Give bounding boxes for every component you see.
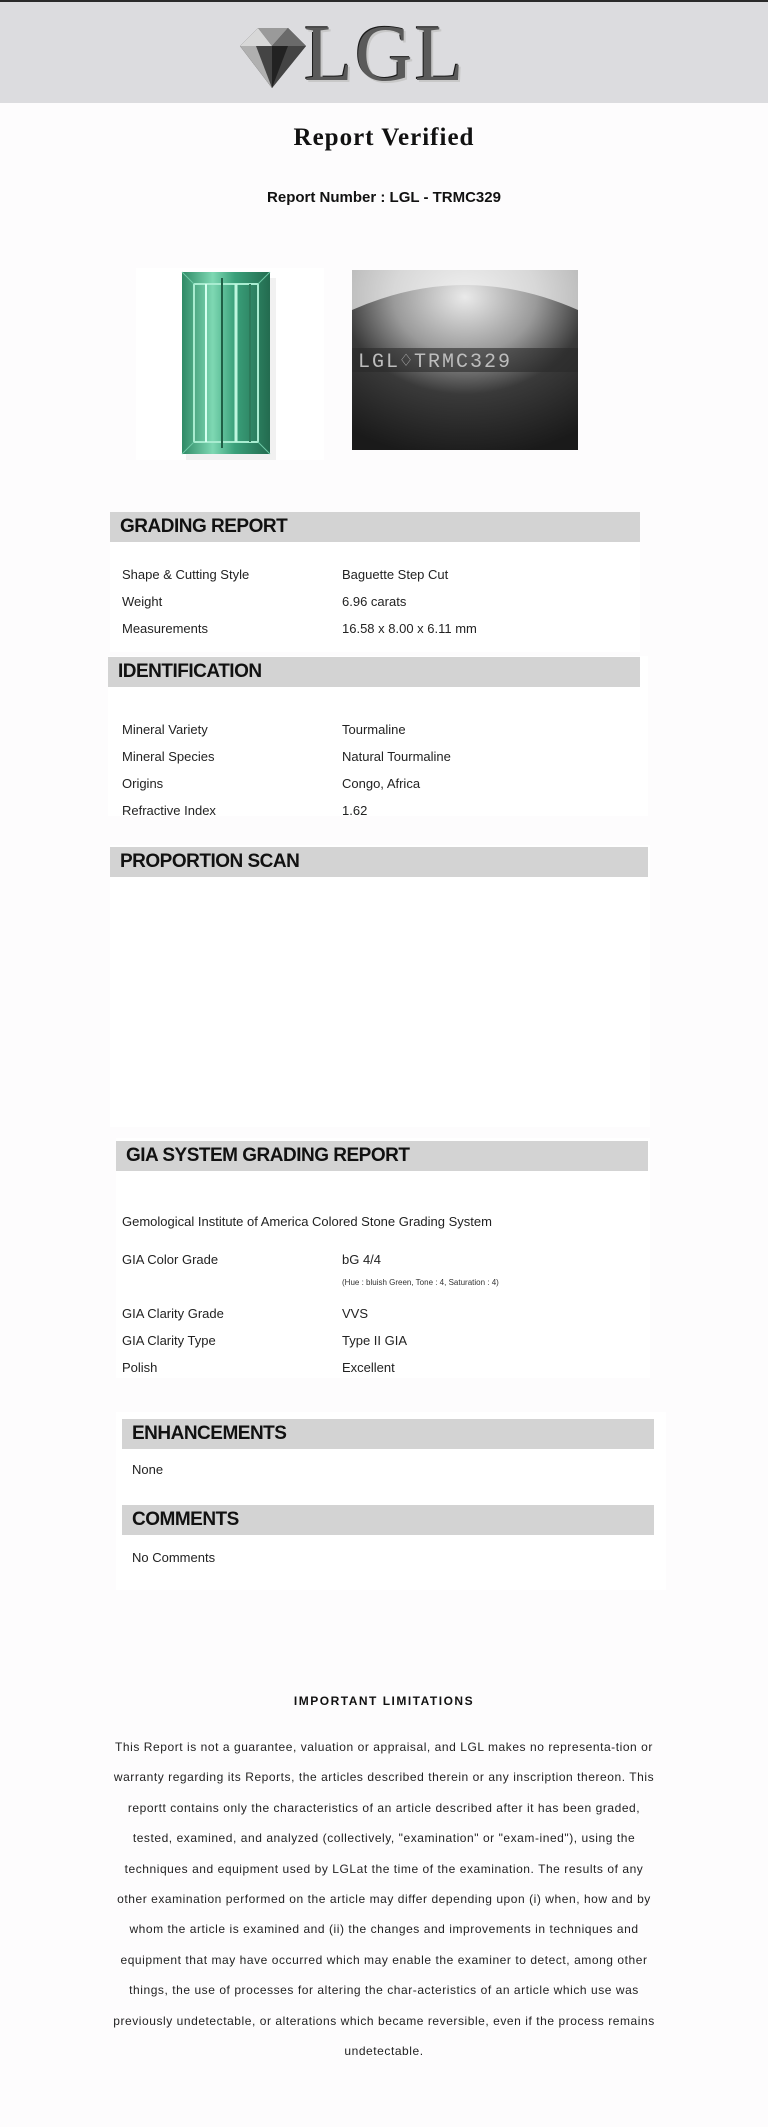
comments-value: No Comments: [132, 1550, 216, 1565]
mineral-species-label: Mineral Species: [122, 749, 215, 764]
gia-color-value: bG 4/4: [342, 1252, 382, 1267]
shape-label: Shape & Cutting Style: [122, 567, 250, 582]
refractive-index-label: Refractive Index: [122, 803, 216, 818]
mineral-species-value: Natural Tourmaline: [342, 749, 451, 764]
page-title: Report Verified: [293, 124, 475, 151]
refractive-index-value: 1.62: [342, 803, 368, 818]
shape-value: Baguette Step Cut: [342, 567, 449, 582]
gia-clarity-type-value: Type II GIA: [342, 1333, 408, 1348]
header-banner: [0, 2, 768, 103]
proportion-scan-header: [110, 847, 648, 877]
comments-title: COMMENTS: [132, 1509, 239, 1530]
comments-header: [122, 1505, 654, 1535]
gia-clarity-label: GIA Clarity Grade: [122, 1306, 224, 1321]
weight-value: 6.96 carats: [342, 594, 407, 609]
gia-report-header: [116, 1141, 648, 1171]
gia-color-label: GIA Color Grade: [122, 1252, 219, 1267]
origins-label: Origins: [122, 776, 164, 791]
measurements-label: Measurements: [122, 621, 208, 636]
inscription-text: LGL♢TRMC329: [358, 351, 513, 374]
polish-value: Excellent: [342, 1360, 395, 1375]
mineral-variety-label: Mineral Variety: [122, 722, 208, 737]
enhancements-value: None: [132, 1462, 164, 1477]
limitations-title: IMPORTANT LIMITATIONS: [293, 1694, 475, 1708]
diamond-icon: [232, 22, 312, 94]
weight-label: Weight: [122, 594, 163, 609]
measurements-value: 16.58 x 8.00 x 6.11 mm: [342, 621, 477, 636]
identification-header: [108, 657, 640, 687]
limitations-text: This Report is not a guarantee, valuation or appraisal, and LGL makes no representa-tion or warranty regarding its Reports, the articles described therein or any inscription thereon. This reportt contains only the characteristics of an article described after it has been graded, tested, examined, and analyzed (collectively, "examination" or "exam-ined"), using the techniques and equipment used by LGLat the time of the examination. The results of any other examination performed on the article may differ depending upon (i) when, how and by whom the article is examined and (ii) the changes and improvements in techniques and equipment that may have occurred which may enable the examiner to detect, among other things, the use of processes for altering the char-acteristics of an article which use was previously undetectable, or alterations which became reversible, even if the process remains undetectable.: [113, 1740, 655, 2059]
grading-report-title: GRADING REPORT: [120, 516, 288, 537]
gia-intro: Gemological Institute of America Colored Stone Grading System: [122, 1214, 492, 1229]
origins-value: Congo, Africa: [342, 776, 421, 791]
gia-clarity-value: VVS: [342, 1306, 369, 1321]
enhancements-title: ENHANCEMENTS: [132, 1423, 287, 1444]
report-number: Report Number : LGL - TRMC329: [267, 189, 501, 206]
gia-clarity-type-label: GIA Clarity Type: [122, 1333, 216, 1348]
inscription-image: [352, 270, 578, 450]
grading-report-header: [110, 512, 640, 542]
proportion-scan-title: PROPORTION SCAN: [120, 851, 300, 872]
identification-title: IDENTIFICATION: [118, 661, 262, 682]
gemstone-image: [136, 268, 324, 460]
enhancements-header: [122, 1419, 654, 1449]
gia-color-note: (Hue : bluish Green, Tone : 4, Saturation : 4): [342, 1278, 499, 1287]
polish-label: Polish: [122, 1360, 158, 1375]
gia-report-title: GIA SYSTEM GRADING REPORT: [126, 1145, 410, 1166]
proportion-scan-card: [110, 845, 650, 1127]
logo-text: LGL: [304, 10, 466, 98]
lgl-logo[interactable]: [232, 10, 492, 98]
mineral-variety-value: Tourmaline: [342, 722, 406, 737]
